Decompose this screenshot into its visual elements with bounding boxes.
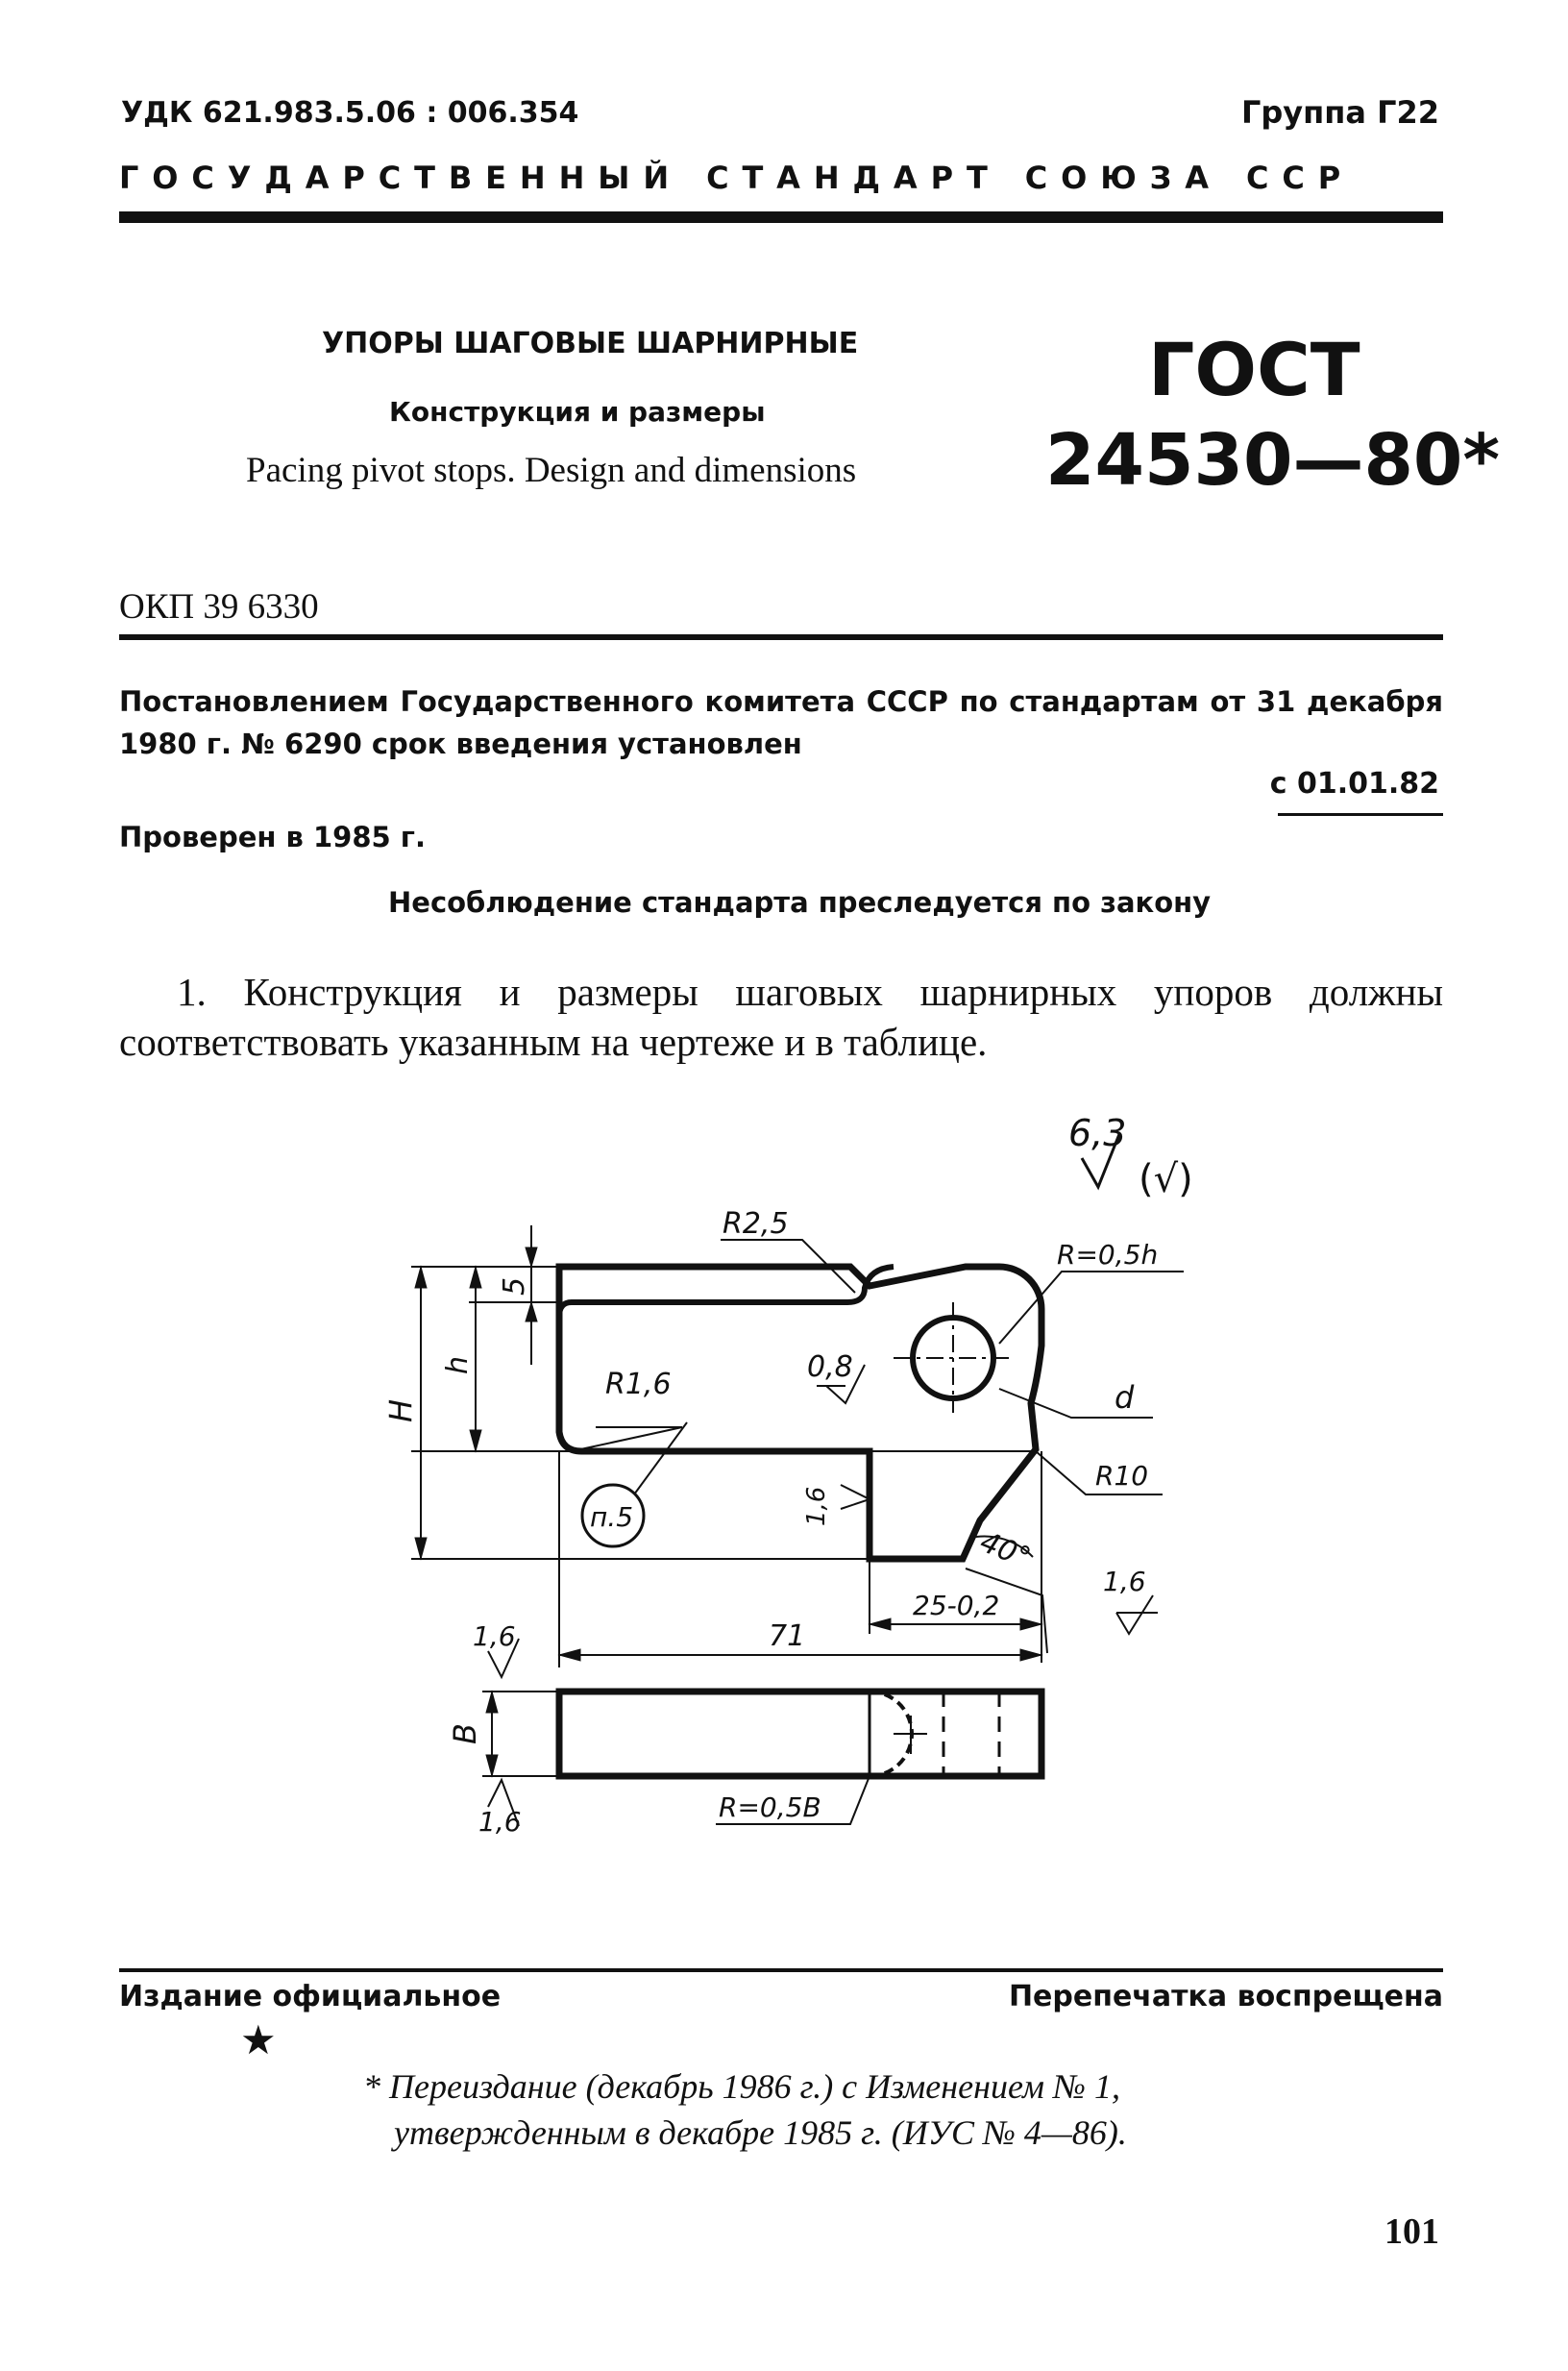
label-d: d [1115,1379,1135,1416]
checked-year: Проверен в 1985 г. [119,821,426,853]
decree-text: Постановлением Государственного комитета СССР по стандартам от 31 декабря 1980 г. № 6290 срок введения установлен [119,685,1443,760]
label-dim-h: h [441,1355,475,1374]
effective-date: с 01.01.82 [1269,767,1439,801]
subtitle-ru: Конструкция и размеры [389,396,766,428]
reprint-prohibited: Перепечатка воспрещена [1008,1980,1443,2013]
page-number: 101 [1384,2211,1439,2252]
label-r10: R10 [1095,1460,1149,1492]
standard-banner: ГОСУДАРСТВЕННЫЙ СТАНДАРТ СОЮЗА ССР [119,160,1355,196]
gost-label: ГОСТ [1148,327,1360,412]
label-r2-5: R2,5 [723,1207,789,1241]
group-code: Группа Г22 [1240,94,1439,131]
official-edition: Издание официальное [119,1980,502,2013]
bottom-view-outline [559,1692,1041,1776]
label-rough-1-6-bottom-top: 1,6 [473,1620,516,1652]
label-dim-5: 5 [498,1276,531,1296]
label-r0-5h: R=0,5h [1057,1239,1159,1271]
label-dim-25: 25-0,2 [913,1590,1000,1621]
label-r0-5B: R=0,5B [719,1791,821,1823]
reissue-note-line2: утвержденным в декабре 1985 г. (ИУС № 4—86). [394,2113,1127,2152]
footer-rule [119,1968,1443,1972]
label-rough-1-6-right: 1,6 [1103,1566,1146,1597]
law-warning: Несоблюдение стандарта преследуется по закону [388,886,1212,919]
roughness-top-paren: (√) [1139,1157,1193,1201]
label-dim-71: 71 [769,1619,806,1653]
title-ru: УПОРЫ ШАГОВЫЕ ШАРНИРНЫЕ [322,327,859,360]
roughness-top-value: 6,3 [1068,1112,1127,1154]
clause-1: 1. Конструкция и размеры шаговых шарнирных упоров должны соответствовать указанным на чертеже и в таблице. [119,970,1443,1064]
label-angle-40: 40° [975,1524,1036,1576]
gost-number: 24530—80* [1045,419,1501,502]
title-en: Pacing pivot stops. Design and dimensions [246,451,857,490]
label-r1-6: R1,6 [605,1368,672,1401]
label-rough-0-8: 0,8 [807,1350,853,1384]
label-note-p5: п.5 [590,1501,634,1533]
udk-code: УДК 621.983.5.06 : 006.354 [121,96,579,130]
label-dim-H: H [382,1398,419,1422]
label-dim-B: B [447,1723,483,1744]
star-icon: ★ [240,2016,277,2063]
reissue-note-line1: * Переиздание (декабрь 1986 г.) с Изменением № 1, [363,2067,1120,2106]
label-rough-1-6-left: 1,6 [802,1486,831,1526]
okp-code: ОКП 39 6330 [119,587,319,627]
label-rough-1-6-bottom: 1,6 [478,1806,522,1838]
slot-outline [572,1267,894,1302]
